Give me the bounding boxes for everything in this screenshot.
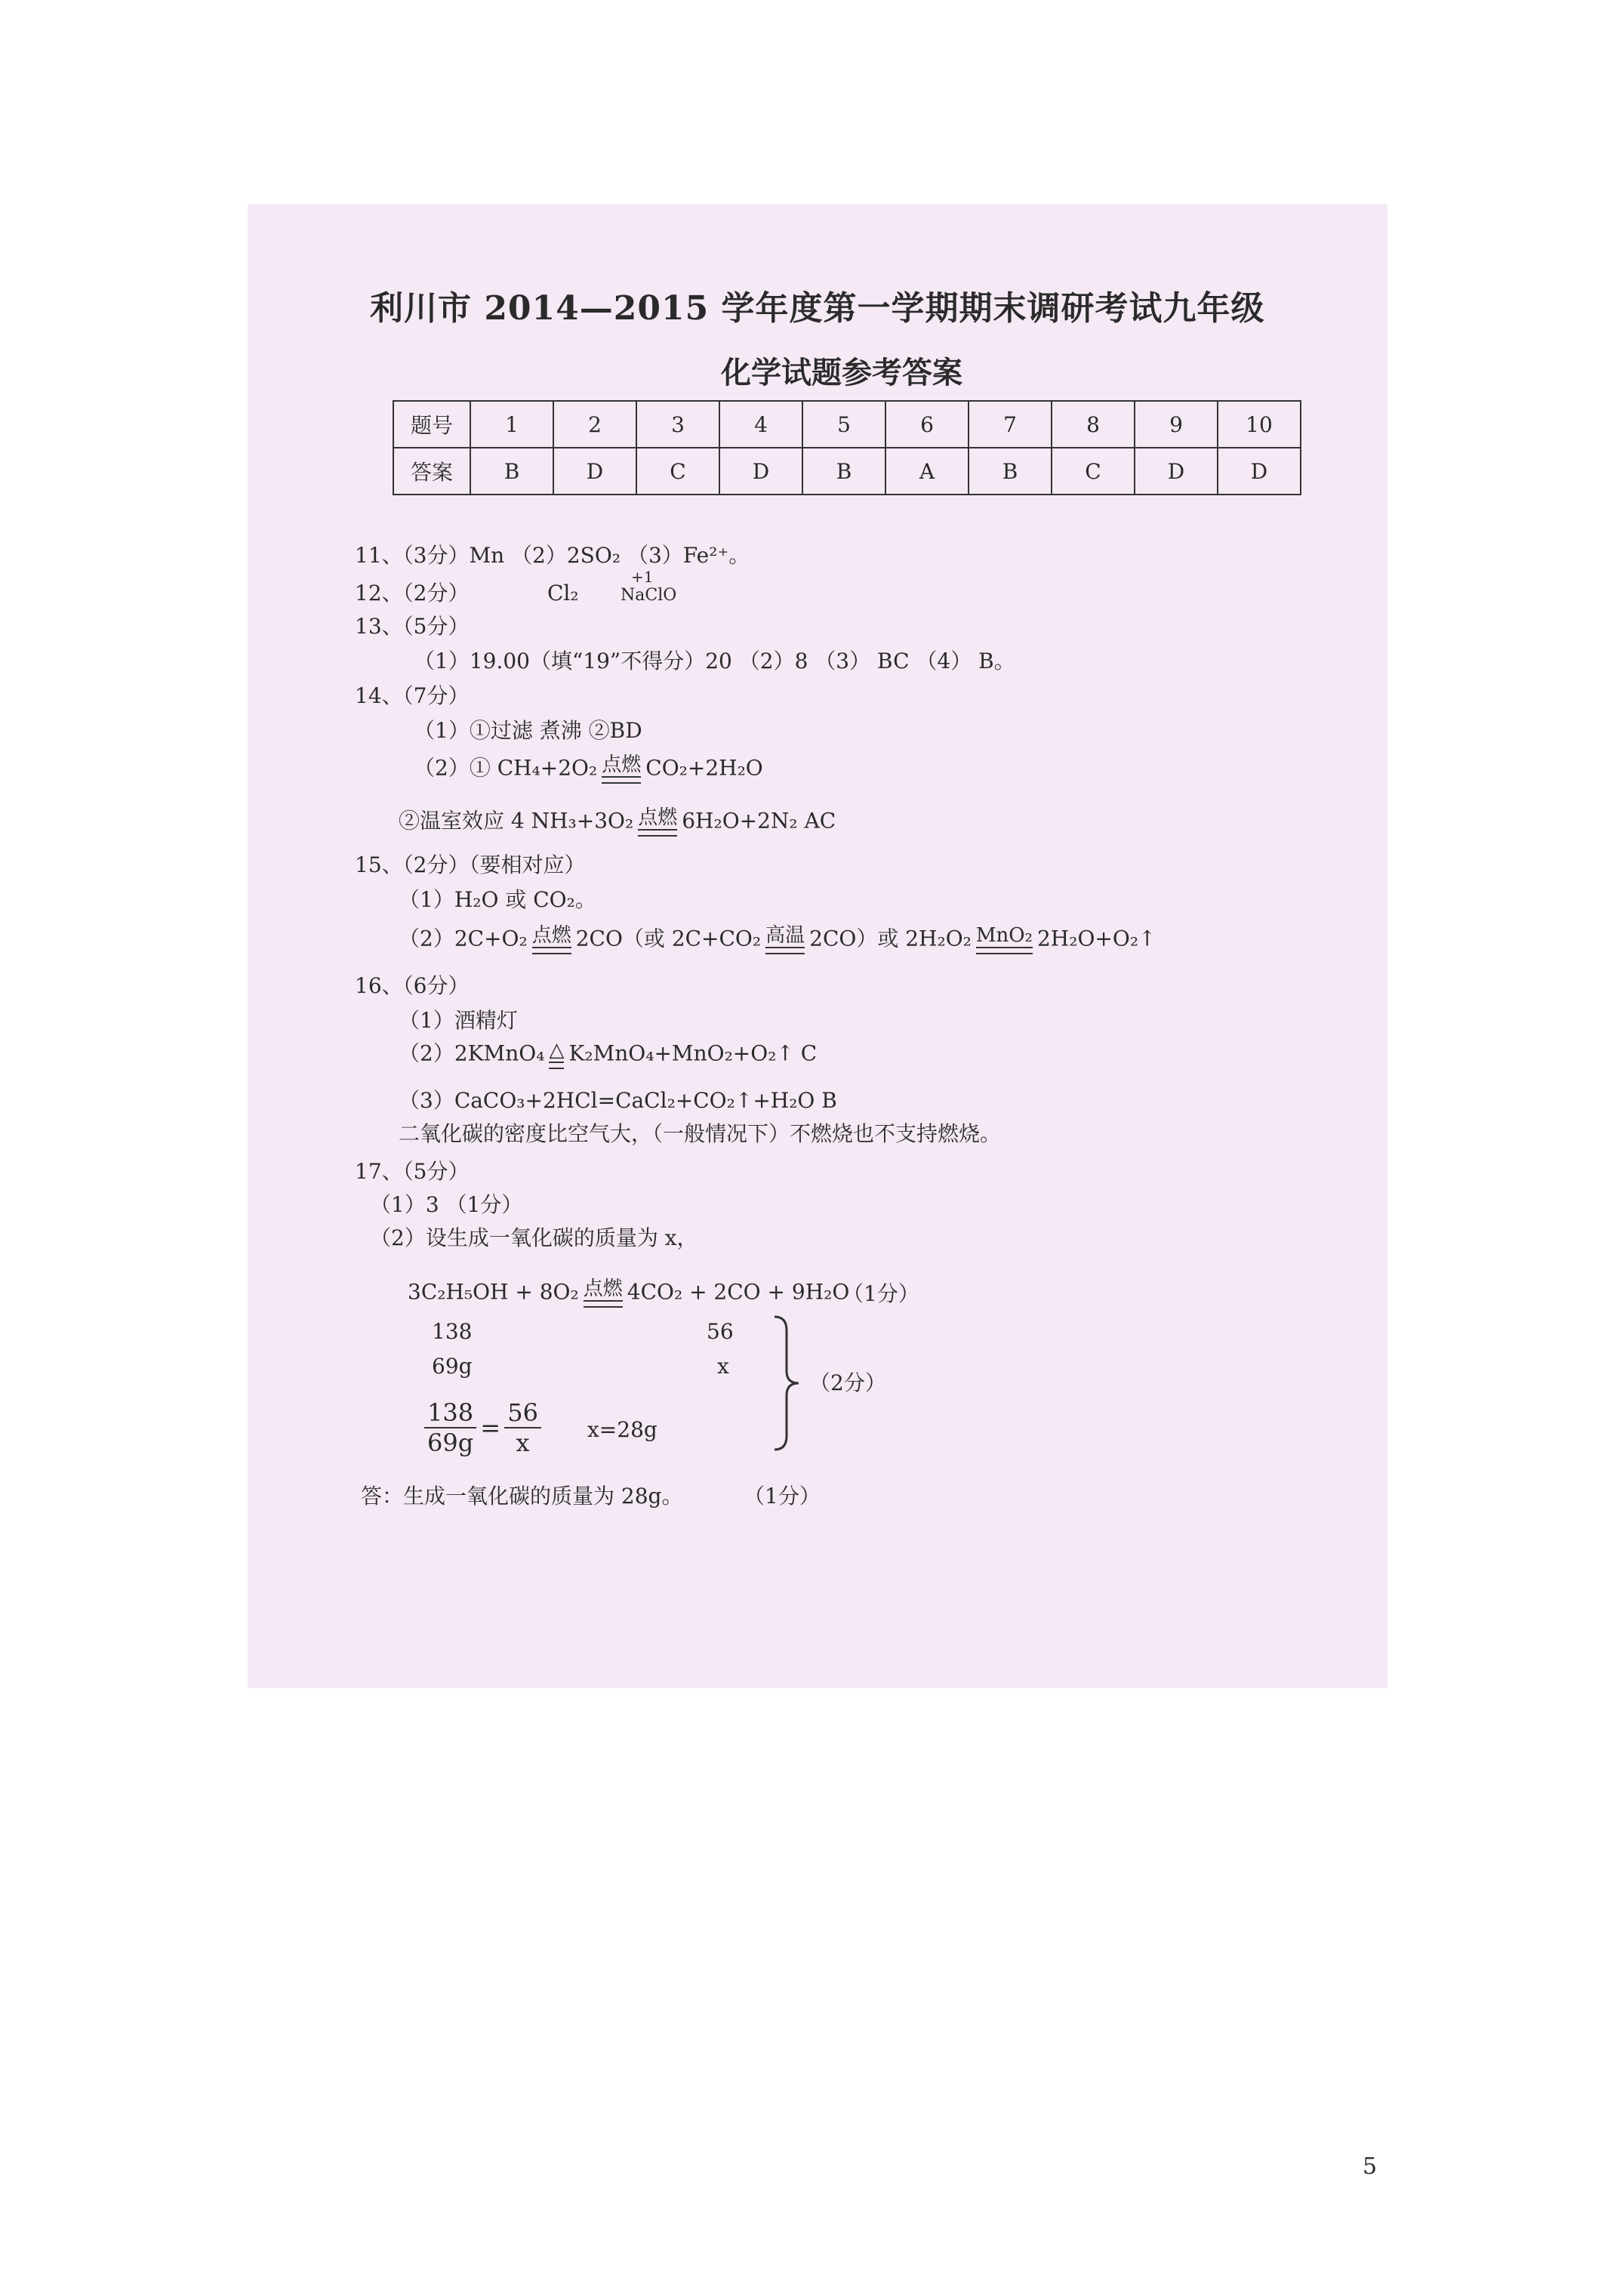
reaction-arrow (532, 926, 571, 954)
answer-15-a: （1）H₂O 或 CO₂。 (399, 887, 596, 912)
brace-score: （2分） (809, 1370, 886, 1395)
answer-12-naclo: NaClO (621, 586, 677, 605)
answer-15-head: 15、（2分）（要相对应） (355, 852, 586, 877)
answer-16-b (399, 1040, 817, 1069)
table-cell: D (1218, 448, 1301, 495)
table-cell: B (969, 448, 1052, 495)
mass-ethanol: 69g (432, 1354, 473, 1379)
table-row-answers (393, 448, 1301, 495)
reaction-arrow (549, 1040, 564, 1069)
answer-15-b (399, 926, 1156, 954)
answer-16-c: （3）CaCO₃+2HCl=CaCl₂+CO₂↑+H₂O B (399, 1088, 837, 1113)
answer-11: 11、（3分）Mn （2）2SO₂ （3）Fe²⁺。 (355, 543, 750, 568)
proportion (424, 1398, 541, 1457)
reaction-condition: 点燃 (638, 806, 678, 829)
reaction-arrow (602, 755, 641, 784)
equation-text: 2H₂O+O₂↑ (1036, 926, 1156, 951)
equation-text: ②温室效应 4 NH₃+3O₂ (399, 808, 634, 834)
table-cell: D (1135, 448, 1218, 495)
table-cell: 7 (969, 401, 1052, 448)
table-cell: B (470, 448, 553, 495)
doc-subtitle: 化学试题参考答案 (721, 355, 962, 390)
table-cell: A (885, 448, 969, 495)
reaction-arrow (976, 926, 1033, 954)
equals-sign: = (480, 1413, 501, 1442)
equation-text: （2）2KMnO₄ (399, 1040, 545, 1066)
table-cell: 5 (802, 401, 885, 448)
page-number: 5 (1363, 2153, 1378, 2180)
table-cell: C (636, 448, 719, 495)
table-cell: B (802, 448, 885, 495)
table-cell: 1 (470, 401, 553, 448)
reaction-condition: 点燃 (531, 924, 571, 947)
answer-17-eq-score: （1分） (842, 1281, 919, 1306)
table-cell: 3 (636, 401, 719, 448)
final-answer: 答：生成一氧化碳的质量为 28g。 (361, 1484, 683, 1509)
reaction-condition: 高温 (765, 924, 805, 947)
reaction-arrow (638, 808, 677, 837)
table-cell: D (719, 448, 802, 495)
answer-12-valence: +1 (631, 568, 654, 586)
reaction-condition: 点燃 (583, 1277, 623, 1300)
result-x: x=28g (587, 1417, 658, 1442)
equation-text: K₂MnO₄+MnO₂+O₂↑ C (568, 1040, 818, 1066)
answer-17-b: （2）设生成一氧化碳的质量为 x， (370, 1225, 698, 1250)
answer-16-a: （1）酒精灯 (399, 1008, 518, 1033)
answer-14-b (414, 755, 763, 784)
mass-co-unknown: x (717, 1354, 729, 1379)
table-header-cell: 答案 (393, 448, 470, 495)
equation-text: CO₂+2H₂O (645, 755, 763, 781)
equation-text: 2CO）或 2H₂O₂ (809, 926, 972, 951)
answer-12-label: 12、（2分） (355, 581, 470, 606)
table-header-cell: 题号 (393, 401, 470, 448)
table-cell: 10 (1218, 401, 1301, 448)
table-cell: D (553, 448, 636, 495)
table-cell: 4 (719, 401, 802, 448)
table-cell: 6 (885, 401, 969, 448)
answer-17-head: 17、（5分） (355, 1159, 470, 1184)
reaction-condition: 点燃 (602, 754, 642, 776)
equation-text: 2CO（或 2C+CO₂ (575, 926, 762, 951)
equation-text: 4CO₂ + 2CO + 9H₂O (627, 1279, 850, 1305)
answer-16-head: 16、（6分） (355, 973, 470, 998)
right-brace-icon (771, 1315, 802, 1451)
molar-mass-ethanol: 138 (432, 1319, 473, 1344)
equation-text: 6H₂O+2N₂ AC (682, 808, 836, 834)
table-cell: C (1052, 448, 1135, 495)
equation-text: 3C₂H₅OH + 8O₂ (408, 1279, 579, 1305)
reaction-arrow (765, 926, 805, 954)
answer-17-a: （1）3 （1分） (370, 1192, 523, 1217)
doc-title: 利川市 2014—2015 学年度第一学期期末调研考试九年级 (370, 289, 1265, 328)
reaction-condition: MnO₂ (975, 924, 1033, 947)
reaction-condition: △ (549, 1039, 565, 1062)
fraction-left: $\frac{138}{69g}$ (424, 1398, 476, 1457)
answer-14-head: 14、（7分） (355, 683, 470, 708)
answer-13-head: 13、（5分） (355, 614, 470, 639)
answer-13-body: （1）19.00（填“19”不得分）20 （2）8 （3） BC （4） B。 (414, 649, 1015, 673)
table-cell: 2 (553, 401, 636, 448)
table-cell: 9 (1135, 401, 1218, 448)
equation-text: （2）① CH₄+2O₂ (414, 755, 598, 781)
answer-17-equation (408, 1279, 849, 1308)
table-cell: 8 (1052, 401, 1135, 448)
molar-mass-co: 56 (707, 1319, 734, 1344)
equation-text: （2）2C+O₂ (399, 926, 528, 951)
answer-14-c (399, 808, 836, 837)
answer-16-d: 二氧化碳的密度比空气大，（一般情况下）不燃烧也不支持燃烧。 (399, 1121, 1002, 1146)
reaction-arrow (584, 1279, 623, 1308)
answer-table (393, 400, 1301, 495)
answer-14-a: （1）①过滤 煮沸 ②BD (414, 718, 642, 743)
table-row-numbers (393, 401, 1301, 448)
final-answer-score: （1分） (744, 1484, 821, 1509)
answer-12-cl2: Cl₂ (547, 581, 579, 606)
fraction-right: $\frac{56}{x}$ (504, 1398, 541, 1457)
